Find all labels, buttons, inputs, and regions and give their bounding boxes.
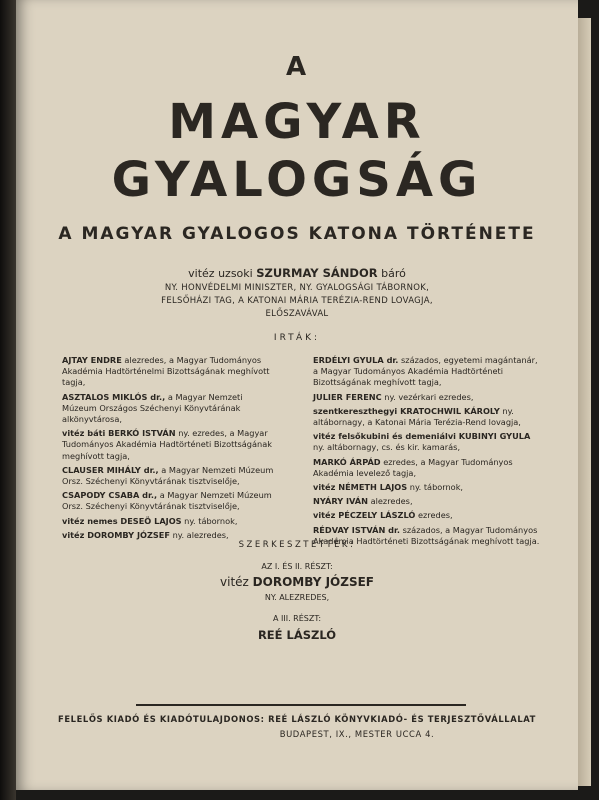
writer-name: AJTAY ENDRE [62, 355, 122, 365]
writer-entry [313, 392, 541, 403]
writer-name: CLAUSER MIHÁLY dr., [62, 464, 159, 475]
writer-entry [313, 510, 541, 521]
title-line-2: GYALOGSÁG [111, 152, 483, 208]
writer-desc: ny. ezredes, a Magyar Tudományos Akadémia Hadtörténeti Bizottságának meghívott tagja, [62, 428, 272, 461]
writer-entry [313, 482, 541, 493]
footer-divider [136, 704, 466, 706]
writer-desc: ezredes, [417, 510, 453, 521]
book-gutter [0, 0, 16, 800]
writer-name: vitéz báti BERKÓ ISTVÁN [62, 428, 176, 439]
writer-name: vitéz felsőkubini és demeniálvi KUBINYI GYULA [313, 431, 531, 442]
author-prefix: vitéz uzsoki [188, 267, 253, 280]
writers-heading: IRTÁK: [273, 333, 321, 343]
author-title-3: ELŐSZAVÁVAL [265, 309, 329, 319]
publisher-line: FELELŐS KIADÓ ÉS KIADÓTULAJDONOS: REÉ LÁSZLÓ KÖNYVKIADÓ- ÉS TERJESZTŐVÁLLALAT [58, 714, 536, 724]
writer-desc: ny. alezredes, [172, 529, 229, 540]
editors-heading: SZERKESZTETTÉK: [238, 540, 356, 550]
writer-entry [62, 355, 277, 389]
author-line [16, 266, 578, 280]
writer-name: ERDÉLYI GYULA dr. [313, 355, 399, 365]
writer-desc: százados, a Magyar Tudományos Akadémia Hadtörténeti Bizottságának meghívott tagja. [313, 524, 540, 546]
writer-desc: ny. tábornok, [409, 482, 464, 493]
writer-name: szentkereszthegyi KRATOCHWIL KÁROLY [313, 405, 500, 416]
writer-entry [62, 428, 277, 462]
writer-desc: ny. tábornok, [184, 515, 238, 526]
writer-name: vitéz DOROMBY JÓZSEF [62, 529, 170, 540]
writer-desc: alezredes, [370, 496, 413, 507]
title-line-1: MAGYAR [168, 94, 426, 150]
writer-name: vitéz NÉMETH LAJOS [313, 482, 408, 493]
editor-1 [16, 575, 578, 589]
writer-desc: a Magyar Nemzeti Múzeum Orsz. Széchenyi Könyvtárának tisztviselője, [62, 464, 274, 487]
writers-left-column [62, 355, 277, 544]
writer-name: NYÁRY IVÁN [313, 496, 368, 507]
writer-desc: alezredes, a Magyar Tudományos Akadémia Hadtörténelmi Bizottságának meghívott tagja, [62, 355, 270, 388]
writer-entry [62, 516, 277, 527]
subtitle: A MAGYAR GYALOGOS KATONA TÖRTÉNETE [58, 224, 536, 244]
writer-desc: ny. altábornagy, cs. és kir. kamarás, [313, 442, 461, 453]
writer-desc: százados, egyetemi magántanár, a Magyar Tudományos Akadémia Hadtörténeti Bizottságának meghívott tagja, [313, 355, 538, 388]
editor-1-prefix: vitéz [220, 575, 249, 589]
writer-entry [62, 465, 277, 487]
editor-1-name: DOROMBY JÓZSEF [252, 575, 374, 589]
editor-1-rank: NY. ALEZREDES, [264, 593, 330, 602]
writer-entry [313, 406, 541, 428]
author-suffix: báró [381, 267, 406, 280]
writer-name: vitéz PÉCZELY LÁSZLÓ [313, 510, 416, 521]
editor-2-name: REÉ LÁSZLÓ [257, 628, 337, 642]
writer-entry [62, 490, 277, 512]
author-title-1: NY. HONVÉDELMI MINISZTER, NY. GYALOGSÁGI TÁBORNOK, [164, 283, 430, 293]
writer-desc: ny. altábornagy, a Katonai Mária Terézia-Rend lovagja, [313, 405, 521, 428]
title-article: A [285, 52, 309, 82]
writer-entry [313, 355, 541, 389]
writer-entry [313, 431, 541, 453]
writer-desc: a Magyar Nemzeti Múzeum Orsz. Széchenyi Könyvtárának tisztviselője, [62, 490, 272, 512]
publisher-address: BUDAPEST, IX., MESTER UCCA 4. [279, 729, 435, 739]
writers-right-column [313, 355, 541, 550]
editors-part1-label: AZ I. ÉS II. RÉSZT: [261, 562, 333, 571]
title-page [16, 0, 578, 790]
writer-name: JULIER FERENC [313, 391, 382, 402]
writer-desc: a Magyar Nemzeti Múzeum Országos Széchenyi Könyvtárának alkönyvtárosa, [62, 391, 243, 425]
writer-desc: ezredes, a Magyar Tudományos Akadémia levelező tagja, [313, 456, 513, 478]
writer-name: CSAPODY CSABA dr., [62, 490, 158, 501]
writer-name: RÉDVAY ISTVÁN dr. [313, 524, 400, 535]
author-name: SZURMAY SÁNDOR [256, 266, 378, 280]
writer-desc: ny. vezérkari ezredes, [384, 391, 474, 402]
writer-name: vitéz nemes DESEÖ LAJOS [62, 515, 182, 526]
writer-entry [62, 392, 277, 426]
writer-entry [313, 496, 541, 507]
editors-part3-label: A III. RÉSZT: [272, 614, 322, 623]
writer-entry [313, 457, 541, 479]
author-title-2: FELSŐHÁZI TAG, A KATONAI MÁRIA TERÉZIA-REND LOVAGJA, [161, 296, 433, 306]
writer-name: ASZTALOS MIKLÓS dr., [62, 391, 166, 402]
writer-name: MARKÓ ÁRPÁD [313, 456, 381, 467]
